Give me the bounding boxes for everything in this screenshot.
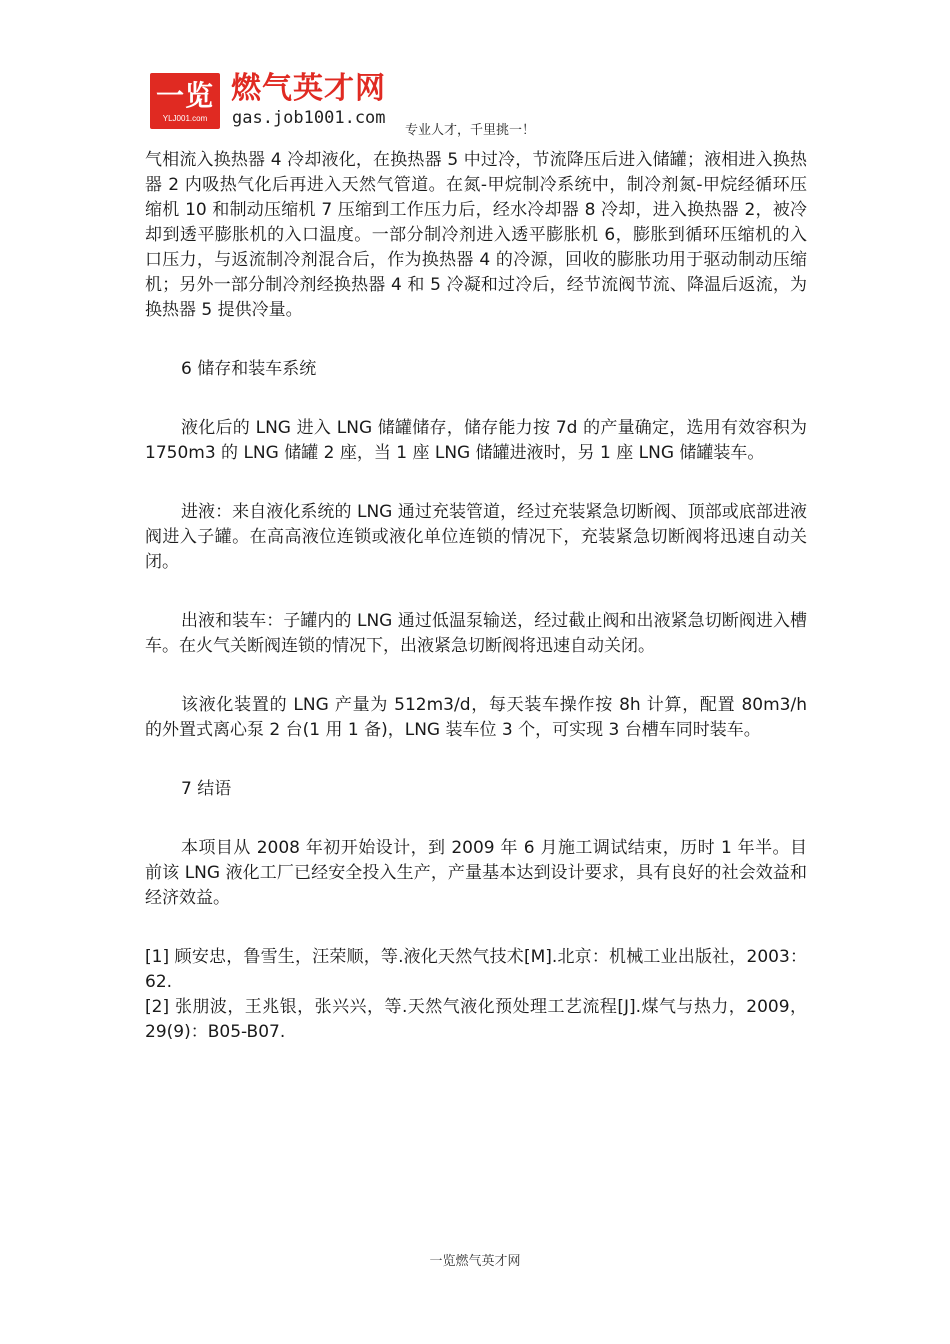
paragraph-filling: 进液：来自液化系统的 LNG 通过充装管道，经过充装紧急切断阀、顶部或底部进液阀进入子罐。在高高液位连锁或液化单位连锁的情况下，充装紧急切断阀将迅速自动关闭。 xyxy=(145,502,807,572)
document-body xyxy=(145,148,807,1045)
paragraph-refrigeration: 气相流入换热器 4 冷却液化，在换热器 5 中过冷，节流降压后进入储罐；液相进入换热器 2 内吸热气化后再进入天然气管道。在氮-甲烷制冷系统中，制冷剂氮-甲烷经循环压缩机 10 和制动压缩机 7 压缩到工作压力后，经水冷却器 8 冷却，进入换热器 2，被冷却到透平膨胀机的入口温度。一部分制冷剂进入透平膨胀机 6，膨胀到循环压缩机的入口压力，与返流制冷剂混合后，作为换热器 4 的冷源，回收的膨胀功用于驱动制动压缩机；另外一部分制冷剂经换热器 4 和 5 冷凝和过冷后，经节流阀节流、降温后返流，为换热器 5 提供冷量。 xyxy=(145,150,807,320)
section-heading-7: 7 结语 xyxy=(181,779,232,799)
slogan: 专业人才，千里挑一！ xyxy=(405,123,536,138)
reference-item: [2] 张朋波，王兆银，张兴兴，等.天然气液化预处理工艺流程[J].煤气与热力，2009，29(9)：B05-B07. xyxy=(145,997,807,1042)
brand-url: gas.job1001.com xyxy=(232,108,386,128)
logo-domain: YLJ001.com xyxy=(162,114,208,123)
site-header xyxy=(150,70,570,140)
paragraph-loading: 出液和装车：子罐内的 LNG 通过低温泵输送，经过截止阀和出液紧急切断阀进入槽车。在火气关断阀连锁的情况下，出液紧急切断阀将迅速自动关闭。 xyxy=(145,611,807,656)
paragraph-conclusion: 本项目从 2008 年初开始设计，到 2009 年 6 月施工调试结束，历时 1 年半。目前该 LNG 液化工厂已经安全投入生产，产量基本达到设计要求，具有良好的社会效益和经济效益。 xyxy=(145,838,807,908)
brand-name: 燃气英才网 xyxy=(231,71,386,106)
reference-item: [1] 顾安忠，鲁雪生，汪荣顺，等.液化天然气技术[M].北京：机械工业出版社，2003：62. xyxy=(145,947,807,992)
section-heading-6: 6 储存和装车系统 xyxy=(181,359,317,379)
logo-mark: 一览 xyxy=(155,79,214,112)
page-footer: 一览燃气英才网 xyxy=(429,1254,521,1269)
reference-list xyxy=(145,945,807,1045)
paragraph-capacity: 该液化装置的 LNG 产量为 512m3/d，每天装车操作按 8h 计算，配置 80m3/h 的外置式离心泵 2 台(1 用 1 备)，LNG 装车位 3 个，可实现 3 台槽车同时装车。 xyxy=(145,695,807,740)
paragraph-storage: 液化后的 LNG 进入 LNG 储罐储存，储存能力按 7d 的产量确定，选用有效容积为 1750m3 的 LNG 储罐 2 座，当 1 座 LNG 储罐进液时，另 1 座 LNG 储罐装车。 xyxy=(145,418,807,463)
site-logo xyxy=(150,73,220,129)
